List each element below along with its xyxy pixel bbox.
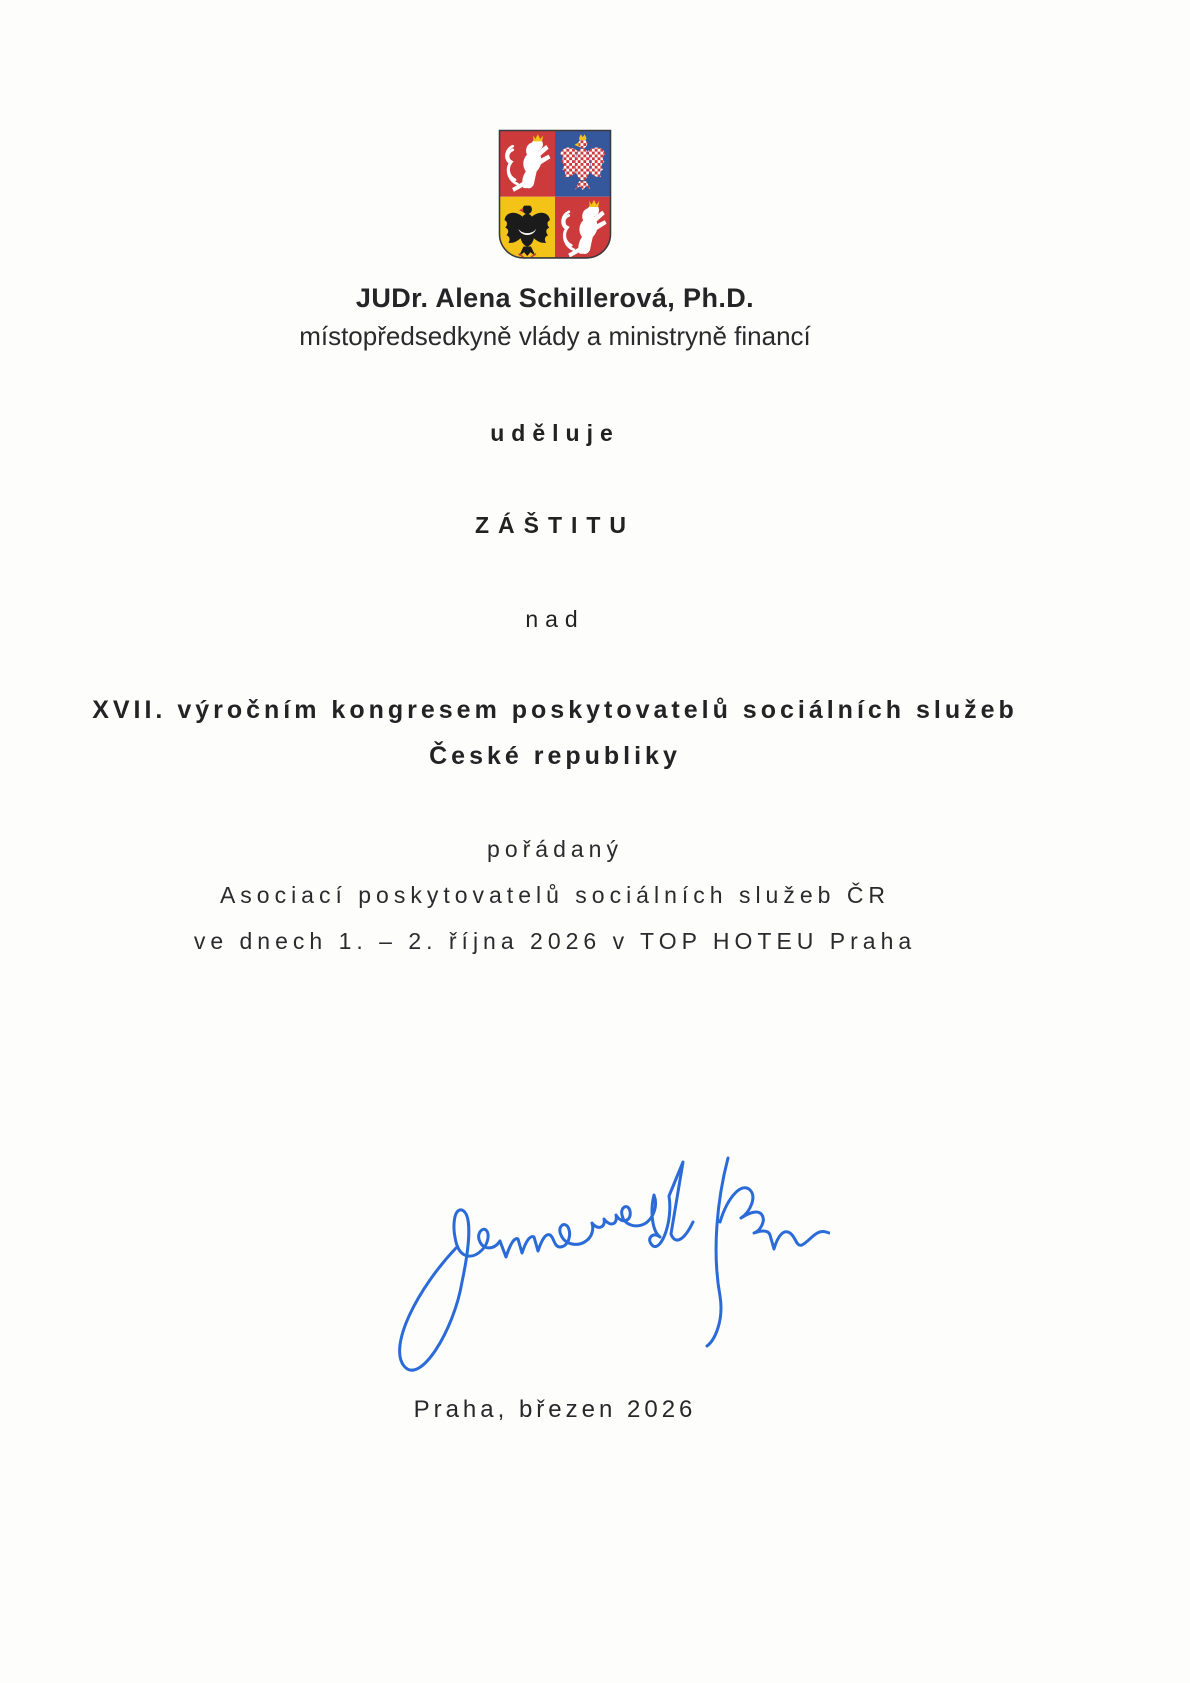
czech-coat-of-arms-icon: [489, 128, 621, 268]
grant-preposition: nad: [525, 606, 585, 632]
grant-object: ZÁŠTITU: [474, 512, 636, 538]
event-title-line2: České republiky: [429, 742, 681, 770]
organizer-name: Asociací poskytovatelů sociálních služeb ČR: [219, 882, 891, 908]
issuer-name: JUDr. Alena Schillerová, Ph.D.: [355, 283, 755, 313]
place-date: Praha, březen 2026: [413, 1396, 697, 1423]
handwritten-signature-icon: [360, 1100, 830, 1400]
organized-by-label: pořádaný: [487, 836, 623, 862]
event-dates: ve dnech 1. – 2. října 2026 v TOP HOTEU Praha: [193, 928, 917, 954]
event-title-line1: XVII. výročním kongresem poskytovatelů sociálních služeb: [92, 696, 1018, 724]
issuer-title: místopředsedkyně vlády a ministryně financí: [299, 321, 811, 351]
grant-verb: uděluje: [490, 420, 620, 446]
